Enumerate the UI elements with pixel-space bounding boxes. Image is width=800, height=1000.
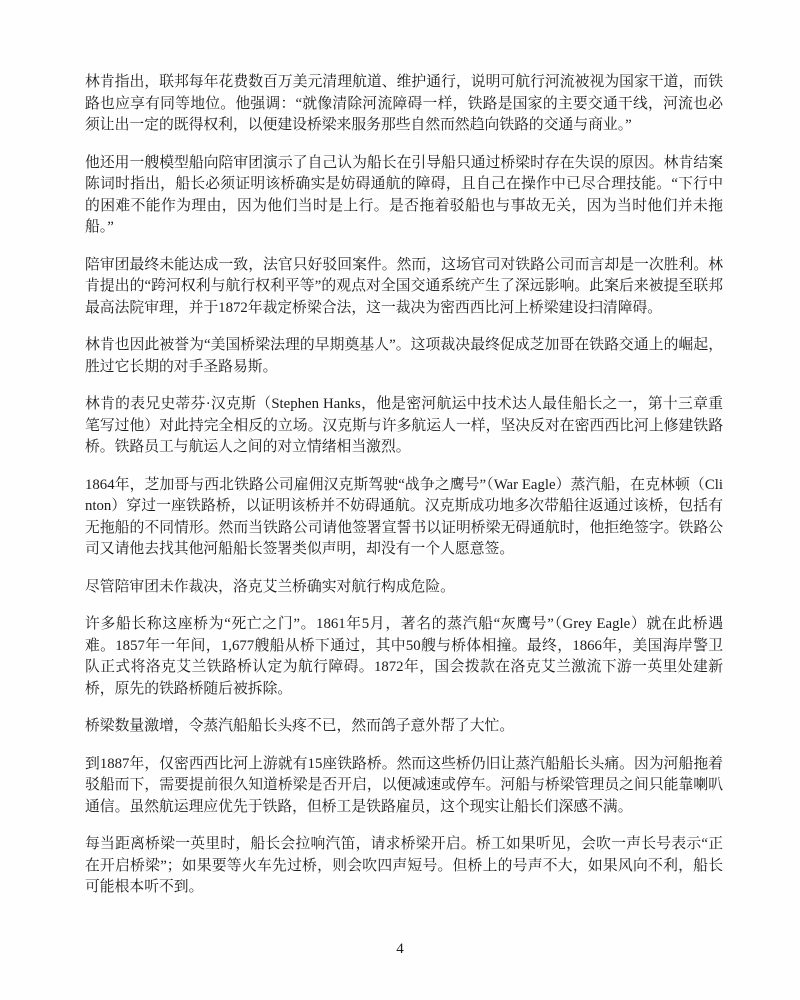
text-block — [85, 72, 723, 915]
paragraph: 林肯也因此被誉为“美国桥梁法理的早期奠基人”。这项裁决最终促成芝加哥在铁路交通上的崛起，胜过它长期的对手圣路易斯。 — [85, 337, 723, 375]
paragraph: 他还用一艘模型船向陪审团演示了自己认为船长在引导船只通过桥梁时存在失误的原因。林肯结案陈词时指出，船长必须证明该桥确实是妨碍通航的障碍，且自己在操作中已尽合理技能。“下行中的困难不能作为理由，因为他们当时是上行。是否拖着驳船也与事故无关，因为当时他们并未拖船。” — [85, 154, 723, 235]
paragraph: 1864年，芝加哥与西北铁路公司雇佣汉克斯驾驶“战争之鹰号”（War Eagle）蒸汽船，在克林顿（Clinton）穿过一座铁路桥，以证明该桥并不妨碍通航。汉克斯成功地多次带船往返通过该桥，包括有无拖船的不同情形。然而当铁路公司请他签署宣誓书以证明桥梁无碍通航时，他拒绝签字。铁路公司又请他去找其他河船船长签署类似声明，却没有一个人愿意签。 — [85, 476, 723, 557]
paragraph: 许多船长称这座桥为“死亡之门”。1861年5月，著名的蒸汽船“灰鹰号”（Grey Eagle）就在此桥遇难。1857年一年间，1,677艘船从桥下通过，其中50艘与桥体相撞。最终，1866年，美国海岸警卫队正式将洛克艾兰铁路桥认定为航行障碍。1872年，国会拨款在洛克艾兰激流下游一英里处建新桥，原先的铁路桥随后被拆除。 — [85, 616, 723, 697]
paragraph: 陪审团最终未能达成一致，法官只好驳回案件。然而，这场官司对铁路公司而言却是一次胜利。林肯提出的“跨河权利与航行权利平等”的观点对全国交通系统产生了深远影响。此案后来被提至联邦最高法院审理，并于1872年裁定桥梁合法，这一裁决为密西西比河上桥梁建设扫清障碍。 — [85, 256, 723, 316]
paragraph: 林肯的表兄史蒂芬·汉克斯（Stephen Hanks，他是密河航运中技术达人最佳船长之一，第十三章重笔写过他）对此持完全相反的立场。汉克斯与许多航运人一样，坚决反对在密西西比河上修建铁路桥。铁路员工与航运人之间的对立情绪相当激烈。 — [85, 396, 723, 455]
page-number: 4 — [396, 941, 404, 957]
paragraph: 尽管陪审团未作裁决，洛克艾兰桥确实对航行构成危险。 — [85, 578, 455, 595]
paragraph: 每当距离桥梁一英里时，船长会拉响汽笛，请求桥梁开启。桥工如果听见，会吹一声长号表示“正在开启桥梁”；如果要等火车先过桥，则会吹四声短号。但桥上的号声不大，如果风向不利，船长可能根本听不到。 — [85, 836, 723, 895]
paragraph: 林肯指出，联邦每年花费数百万美元清理航道、维护通行，说明可航行河流被视为国家干道，而铁路也应享有同等地位。他强调：“就像清除河流障碍一样，铁路是国家的主要交通干线，河流也必须让出一定的既得权利，以便建设桥梁来服务那些自然而然趋向铁路的交通与商业。” — [85, 74, 723, 133]
paragraph: 桥梁数量激增，令蒸汽船船长头疼不已，然而鸽子意外帮了大忙。 — [85, 718, 515, 734]
paragraph: 到1887年，仅密西西比河上游就有15座铁路桥。然而这些桥仍旧让蒸汽船船长头痛。因为河船拖着驳船而下，需要提前很久知道桥梁是否开启，以便减速或停车。河船与桥梁管理员之间只能靠喇叭通信。虽然航运理应优先于铁路，但桥工是铁路雇员，这个现实让船长们深感不满。 — [85, 755, 723, 815]
